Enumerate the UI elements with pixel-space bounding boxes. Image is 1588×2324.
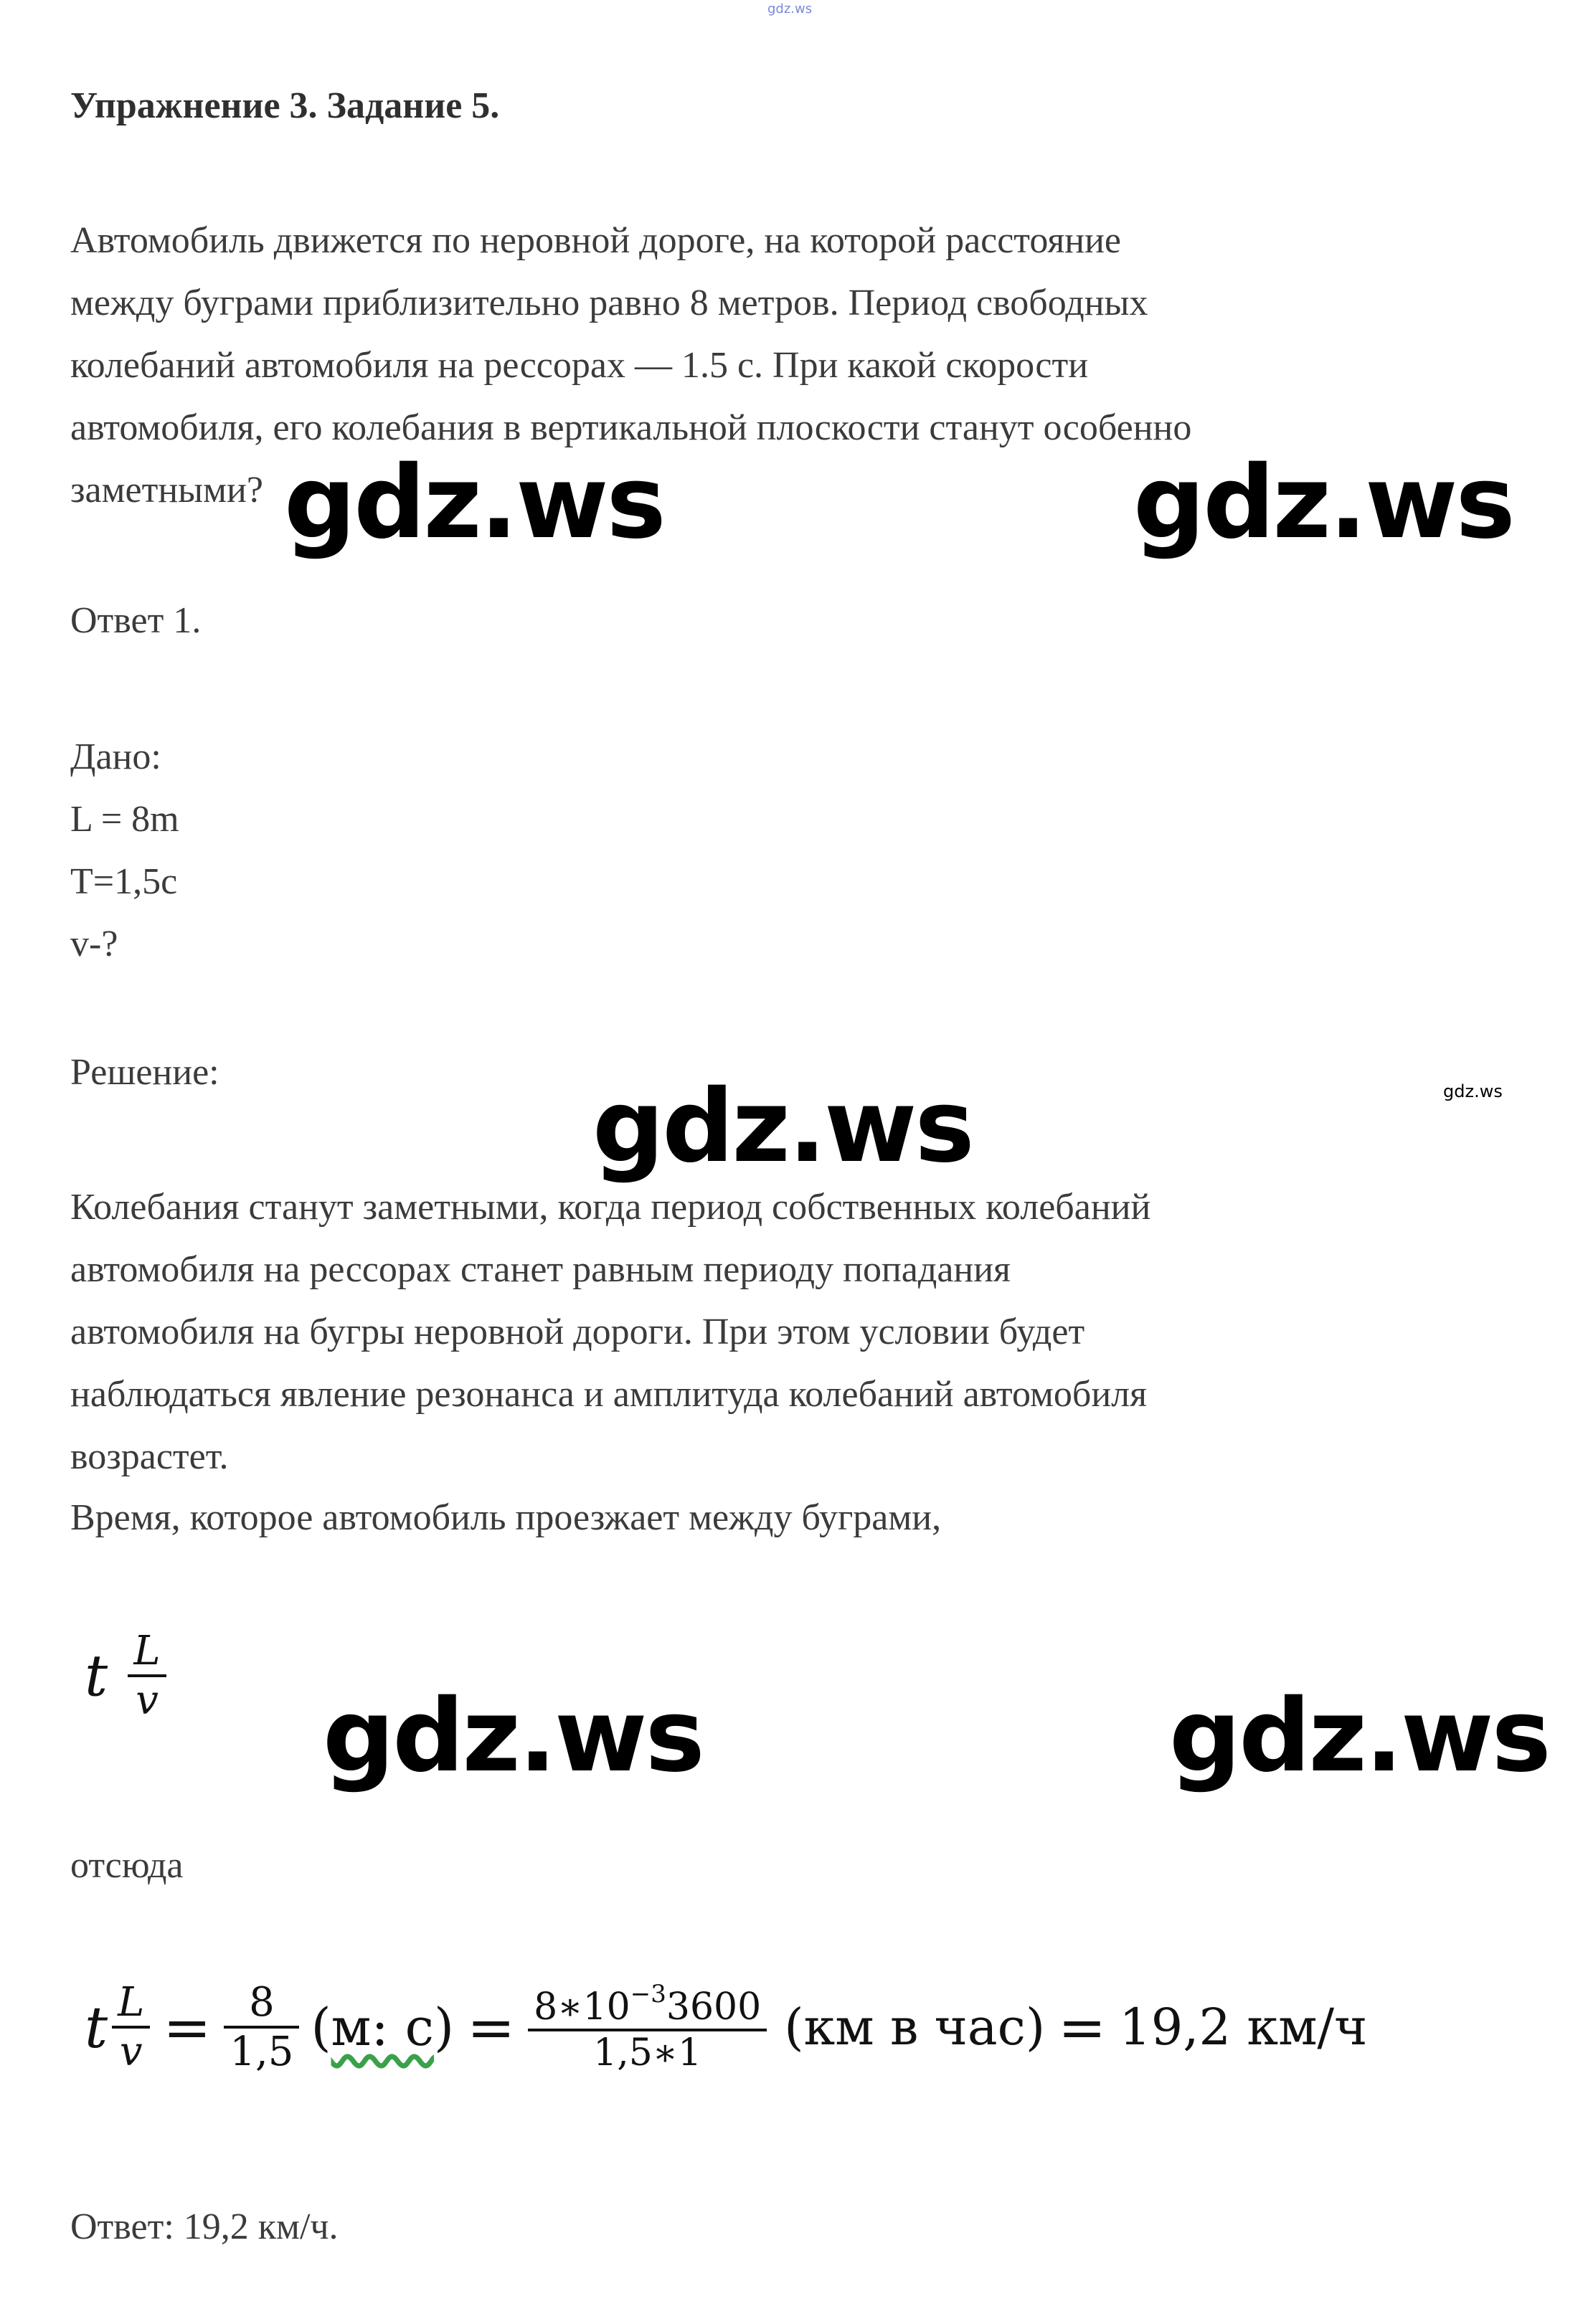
watermark: gdz.ws: [323, 1678, 703, 1795]
fraction-l-over-v: [128, 1628, 166, 1724]
solution-line: автомобиля на рессорах станет равным периоду попадания: [70, 1249, 1011, 1290]
given-line: v-?: [70, 924, 118, 964]
solution-label: Решение:: [70, 1052, 219, 1093]
watermark-small: gdz.ws: [1443, 1081, 1503, 1101]
fraction-conversion: [528, 1980, 767, 2074]
equals-sign: =: [467, 1993, 516, 2061]
solution-text: [70, 1176, 1150, 1549]
watermark: gdz.ws: [592, 1068, 973, 1185]
given-block: [70, 726, 179, 975]
watermark: gdz.ws: [1133, 445, 1513, 561]
solution-line: автомобиля на бугры неровной дороги. При этом условии будет: [70, 1312, 1085, 1352]
paren-open: (: [311, 1997, 331, 2057]
answer-heading: Ответ 1.: [70, 600, 202, 641]
fraction-numerator: [528, 1980, 767, 2029]
fraction-numerator: L: [118, 1979, 145, 2026]
formula-result: 19,2 км/ч: [1119, 1998, 1368, 2057]
fraction-denominator: v: [119, 2029, 143, 2075]
watermark: gdz.ws: [1169, 1678, 1549, 1795]
formula-time: [85, 1628, 166, 1724]
fraction-denominator: 1,5: [230, 2029, 294, 2075]
fraction-denominator: v: [136, 1677, 159, 1724]
equals-sign: =: [163, 1993, 212, 2061]
watermark: gdz.ws: [284, 445, 664, 561]
solution-line: наблюдаться явление резонанса и амплитуда колебаний автомобиля: [70, 1374, 1148, 1415]
unit-meters-per-second: [299, 1997, 454, 2057]
site-mark: gdz.ws: [767, 1, 813, 16]
problem-line: заметными?: [70, 470, 263, 511]
unit-km-per-hour: (км в час): [784, 1998, 1046, 2057]
page-title: Упражнение 3. Задание 5.: [70, 85, 500, 126]
formula-t: t: [85, 1642, 108, 1709]
fraction-l-over-v: [112, 1979, 150, 2075]
problem-line: между буграми приблизительно равно 8 метров. Период свободных: [70, 283, 1148, 323]
equals-sign: =: [1058, 1993, 1107, 2061]
paren-close: ): [434, 1997, 455, 2057]
fraction-denominator: 1,5∗1: [593, 2031, 702, 2074]
fraction-numerator: L: [133, 1628, 161, 1674]
numerator-exponent: −3: [630, 1980, 666, 2008]
formula-speed: [85, 1979, 1367, 2075]
problem-line: Автомобиль движется по неровной дороге, на которой расстояние: [70, 220, 1122, 261]
solution-line: возрастет.: [70, 1436, 229, 1477]
given-line: T=1,5c: [70, 861, 178, 902]
problem-line: автомобиля, его колебания в вертикальной плоскости станут особенно: [70, 407, 1192, 448]
fraction-8-over-1-5: [224, 1979, 299, 2075]
problem-line: колебаний автомобиля на рессорах — 1.5 с. При какой скорости: [70, 345, 1089, 386]
given-label: Дано:: [70, 736, 161, 777]
formula-t: t: [85, 1993, 108, 2061]
hence-text: отсюда: [70, 1845, 184, 1886]
solution-line: Время, которое автомобиль проезжает между буграми,: [70, 1497, 942, 1538]
given-line: L = 8m: [70, 799, 179, 840]
fraction-numerator: 8: [249, 1979, 275, 2026]
unit-text: м: с: [331, 1997, 435, 2057]
numerator-tail: 3600: [666, 1986, 762, 2029]
final-answer: Ответ: 19,2 км/ч.: [70, 2206, 339, 2247]
numerator-base: 8∗10: [534, 1986, 630, 2029]
solution-line: Колебания станут заметными, когда период собственных колебаний: [70, 1187, 1151, 1228]
